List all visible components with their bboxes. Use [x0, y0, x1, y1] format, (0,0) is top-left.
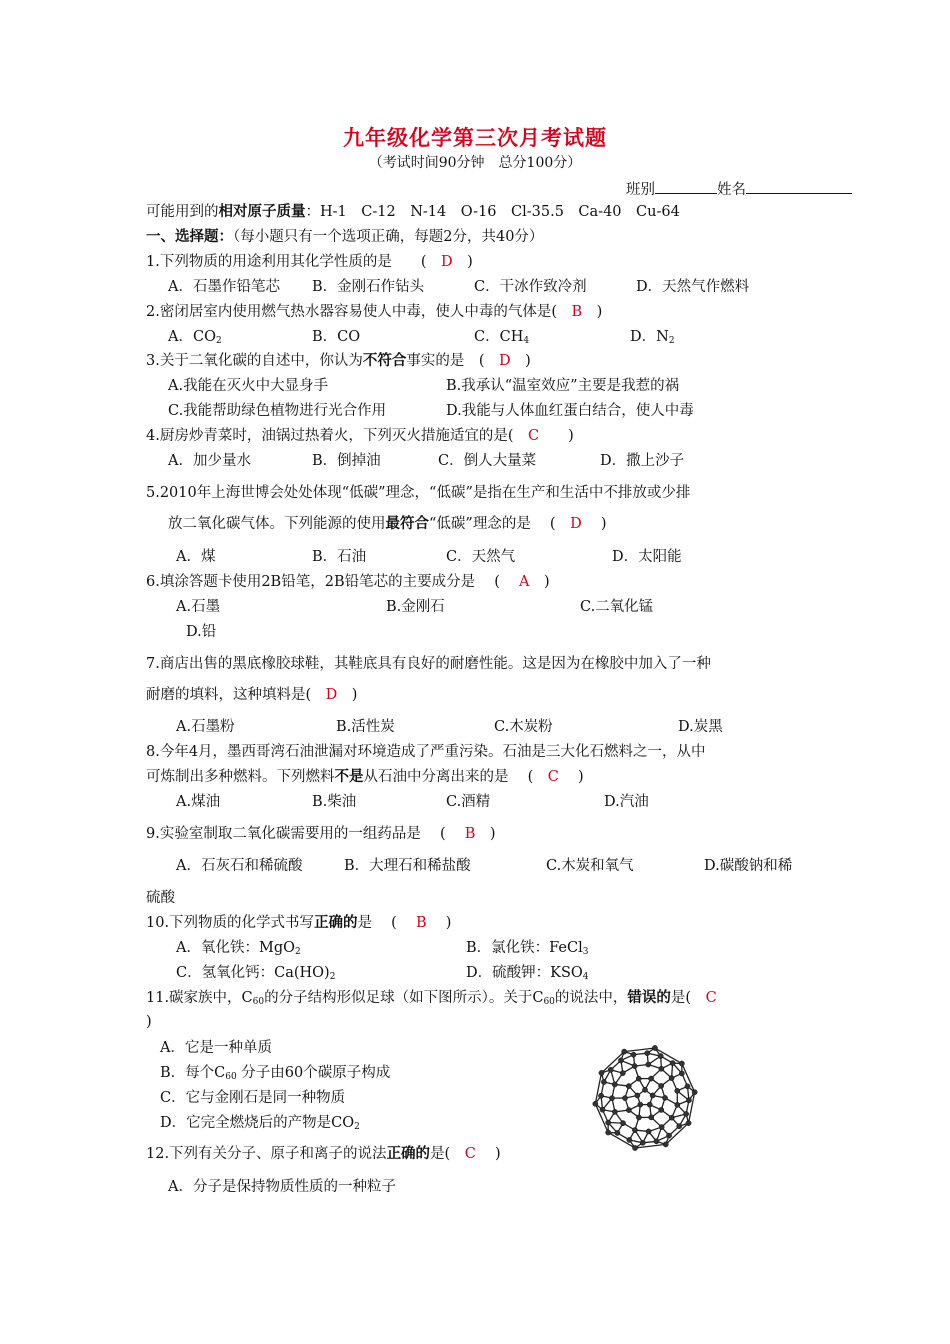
- q2-option-d: D．$N_2$: [630, 329, 675, 346]
- q1-answer: D: [441, 254, 453, 270]
- q6-option-c: C.二氧化锰: [580, 599, 654, 615]
- c60-atom: [636, 1115, 641, 1120]
- c60-atom: [638, 1102, 643, 1107]
- q5-option-c: C．天然气: [446, 549, 516, 565]
- question-1-stem: 1.下列物质的用途利用其化学性质的是 ( D ): [146, 254, 473, 270]
- c60-atom: [679, 1071, 684, 1076]
- c60-atom: [606, 1120, 611, 1125]
- q7-option-a: A.石墨粉: [176, 719, 235, 735]
- c60-atom: [627, 1137, 632, 1142]
- c60-atom: [609, 1096, 614, 1101]
- c60-atom: [669, 1115, 674, 1120]
- q9-answer: B: [464, 826, 476, 842]
- c60-atom: [649, 1115, 654, 1120]
- q9-option-d: D.碳酸钠和稀: [704, 858, 793, 874]
- c60-atom: [635, 1093, 640, 1098]
- q2-option-a: A．$CO_2$: [168, 329, 222, 346]
- q8-option-b: B.柴油: [312, 794, 357, 810]
- q9-option-c: C.木炭和氧气: [546, 858, 634, 874]
- q2-option-b: B．CO: [312, 329, 361, 345]
- q10-option-b: B．氯化铁：FeCl$_3$: [466, 940, 589, 957]
- exam-subtitle: （考试时间90分钟 总分100分）: [368, 155, 582, 171]
- c60-atom: [598, 1093, 603, 1098]
- q12-answer: C: [464, 1146, 476, 1162]
- q2-text: 2.密闭居室内使用燃气热水器容易使人中毒，使人中毒的气体是(: [146, 304, 557, 320]
- c60-atom: [632, 1127, 637, 1132]
- question-3-stem: 3.关于二氧化碳的自述中，你认为不符合事实的是 ( D ): [146, 352, 531, 369]
- q9-option-d-cont: 硫酸: [146, 890, 175, 906]
- name-label: 姓名: [717, 182, 746, 198]
- question-8-stem-line1: 8.今年4月，墨西哥湾石油泄漏对环境造成了严重污染。石油是三大化石燃料之一，从中: [146, 744, 706, 760]
- c60-atom: [685, 1084, 690, 1089]
- q8-option-d: D.汽油: [604, 794, 649, 810]
- c60-atom: [618, 1058, 623, 1063]
- q3-option-a: A.我能在灭火中大显身手: [168, 378, 329, 394]
- c60-atom: [645, 1051, 650, 1056]
- q4-answer: C: [528, 428, 540, 444]
- c60-atom: [626, 1083, 631, 1088]
- c60-atom: [640, 1140, 645, 1145]
- atomic-mass-values: ：H-1 C-12 N-14 O-16 Cl-35.5 Ca-40 Cu-64: [305, 204, 680, 220]
- q11-option-c: C．它与金刚石是同一种物质: [160, 1090, 346, 1106]
- q9-option-a: A．石灰石和稀硫酸: [176, 858, 303, 874]
- q5-answer: D: [570, 516, 582, 532]
- question-7-stem-line2: 耐磨的填料，这种填料是( D ): [146, 687, 358, 703]
- q1-text: 1.下列物质的用途利用其化学性质的是: [146, 254, 392, 270]
- q7-answer: D: [325, 687, 338, 703]
- section-heading: [146, 227, 543, 247]
- c60-atom: [631, 1052, 636, 1057]
- section-title: 一、选择题：: [146, 228, 233, 245]
- c60-atom: [600, 1107, 605, 1112]
- c60-atom: [620, 1070, 625, 1075]
- q9-option-b: B．大理石和稀盐酸: [344, 858, 471, 874]
- q1-option-c: C．干冰作致冷剂: [474, 279, 587, 295]
- question-9-stem: 9.实验室制取二氧化碳需要用的一组药品是 ( B ): [146, 826, 496, 842]
- q11-option-d: D．它完全燃烧后的产物是$CO_2$: [160, 1115, 360, 1132]
- c60-atom: [666, 1133, 671, 1138]
- q3-option-b: B.我承认“温室效应”主要是我惹的祸: [446, 378, 680, 394]
- question-2-stem: 2.密闭居室内使用燃气热水器容易使人中毒，使人中毒的气体是( B ): [146, 304, 603, 320]
- c60-atom: [658, 1053, 663, 1058]
- q5-option-d: D．太阳能: [612, 549, 682, 565]
- q11-close-paren: ): [146, 1014, 152, 1030]
- q7-option-c: C.木炭粉: [494, 719, 553, 735]
- q5-option-b: B．石油: [312, 549, 367, 565]
- question-7-stem-line1: 7.商店出售的黑底橡胶球鞋，其鞋底具有良好的耐磨性能。这是因为在橡胶中加入了一种: [146, 656, 711, 672]
- q4-option-a: A．加少量水: [168, 453, 251, 469]
- q10-option-d: D．硫酸钾：$KSO_4$: [466, 965, 589, 982]
- c60-atom: [652, 1045, 657, 1050]
- question-12-stem: 12.下列有关分子、原子和离子的说法正确的是( C ): [146, 1145, 501, 1162]
- question-11-stem: 11.碳家族中，$C_{60}$的分子结构形似足球（如下图所示）。关于$C_{60}$的说法中，错误的是( C: [146, 989, 717, 1007]
- c60-atom: [675, 1088, 680, 1093]
- class-blank[interactable]: [655, 178, 717, 194]
- q6-option-d: D.铅: [186, 624, 217, 640]
- c60-atom: [659, 1124, 664, 1129]
- c60-atom: [636, 1076, 641, 1081]
- c60-atom: [675, 1102, 680, 1107]
- c60-atom: [686, 1098, 691, 1103]
- c60-atom: [606, 1130, 611, 1135]
- c60-atom: [679, 1061, 684, 1066]
- q2-answer: B: [571, 304, 583, 320]
- c60-atom: [686, 1120, 691, 1125]
- c60-atom: [620, 1121, 625, 1126]
- question-8-stem-line2: 可炼制出多种燃料。下列燃料不是从石油中分离出来的是 ( C ): [146, 768, 584, 785]
- c60-atom: [647, 1102, 652, 1107]
- q4-option-b: B．倒掉油: [312, 453, 381, 469]
- q8-option-c: C.酒精: [446, 794, 491, 810]
- c60-atom: [599, 1070, 604, 1075]
- question-5-stem-line1: 5.2010年上海世博会处处体现“低碳”理念，“低碳”是指在生产和生活中不排放或少排: [146, 485, 691, 501]
- c60-atom: [659, 1083, 664, 1088]
- name-blank[interactable]: [746, 178, 852, 194]
- c60-atom: [612, 1082, 617, 1087]
- q1-option-b: B．金刚石作钻头: [312, 279, 425, 295]
- q10-answer: B: [415, 915, 427, 931]
- exam-title: 九年级化学第三次月考试题: [343, 125, 607, 150]
- atomic-mass-bold: 相对原子质量: [218, 203, 306, 220]
- c60-atom: [646, 1129, 651, 1134]
- c60-atom: [684, 1111, 689, 1116]
- question-6-stem: 6.填涂答题卡使用2B铅笔，2B铅笔芯的主要成分是 ( A ): [146, 574, 550, 590]
- c60-atom: [669, 1075, 674, 1080]
- c60-atom: [612, 1109, 617, 1114]
- q7-option-d: D.炭黑: [678, 719, 723, 735]
- q3-option-c: C.我能帮助绿色植物进行光合作用: [168, 403, 387, 419]
- q8-option-a: A.煤油: [176, 794, 221, 810]
- q1-option-d: D．天然气作燃料: [636, 279, 750, 295]
- section-note: （每小题只有一个选项正确，每题2分，共40分）: [233, 229, 544, 245]
- c60-atom: [649, 1076, 654, 1081]
- c60-atom: [692, 1090, 697, 1095]
- c60-atom: [662, 1095, 667, 1100]
- q6-option-b: B.金刚石: [386, 599, 445, 615]
- atomic-mass-prefix: 可能用到的: [146, 204, 219, 220]
- q8-answer: C: [547, 769, 559, 785]
- q1-option-a: A．石墨作铅笔芯: [168, 279, 280, 295]
- q4-option-d: D．撒上沙子: [600, 453, 685, 469]
- c60-atom: [646, 1062, 651, 1067]
- c60-atom: [615, 1130, 620, 1135]
- q7-option-b: B.活性炭: [336, 719, 395, 735]
- q2-option-c: C．$CH_4$: [474, 329, 530, 346]
- c60-atom: [632, 1063, 637, 1068]
- atomic-mass-line: [146, 202, 680, 222]
- c60-atom: [659, 1107, 664, 1112]
- c60-atom: [677, 1124, 682, 1129]
- c60-atom: [593, 1101, 598, 1106]
- q5-option-a: A．煤: [176, 549, 216, 565]
- c60-atom: [622, 1095, 627, 1100]
- q6-answer: A: [519, 574, 530, 590]
- q10-option-a: A．氧化铁：MgO$_2$: [176, 940, 301, 957]
- q11-option-b: B．每个$C_{60}$ 分子由60个碳原子构成: [160, 1065, 391, 1082]
- c60-atom: [659, 1066, 664, 1071]
- c60-atom: [654, 1139, 659, 1144]
- question-5-stem-line2: 放二氧化碳气体。下列能源的使用最符合“低碳”理念的是 ( D ): [168, 515, 607, 532]
- class-label: 班别: [626, 182, 655, 198]
- question-4-stem: 4.厨房炒青菜时，油锅过热着火，下列灭火措施适宜的是( C ): [146, 428, 574, 444]
- q3-option-d: D.我能与人体血红蛋白结合，使人中毒: [446, 403, 694, 419]
- c60-atom: [622, 1049, 627, 1054]
- question-10-stem: 10.下列物质的化学式书写正确的是 ( B ): [146, 914, 452, 931]
- c60-atom: [670, 1060, 675, 1065]
- c60-atom: [663, 1142, 668, 1147]
- q11-answer: C: [705, 990, 717, 1006]
- q6-option-a: A.石墨: [176, 599, 221, 615]
- q12-option-a: A．分子是保持物质性质的一种粒子: [168, 1179, 396, 1195]
- c60-atom: [642, 1087, 647, 1092]
- c60-molecule-image: [592, 1044, 698, 1152]
- c60-atom: [626, 1107, 631, 1112]
- q4-option-c: C．倒人大量菜: [438, 453, 537, 469]
- c60-atom: [632, 1145, 637, 1150]
- q10-option-c: C．氢氧化钙：$Ca(HO)_2$: [176, 965, 336, 982]
- q11-option-a: A．它是一种单质: [160, 1040, 272, 1056]
- c60-atom: [601, 1079, 606, 1084]
- student-info: [626, 178, 852, 200]
- c60-atom: [608, 1067, 613, 1072]
- c60-atom: [650, 1093, 655, 1098]
- q3-answer: D: [499, 353, 511, 369]
